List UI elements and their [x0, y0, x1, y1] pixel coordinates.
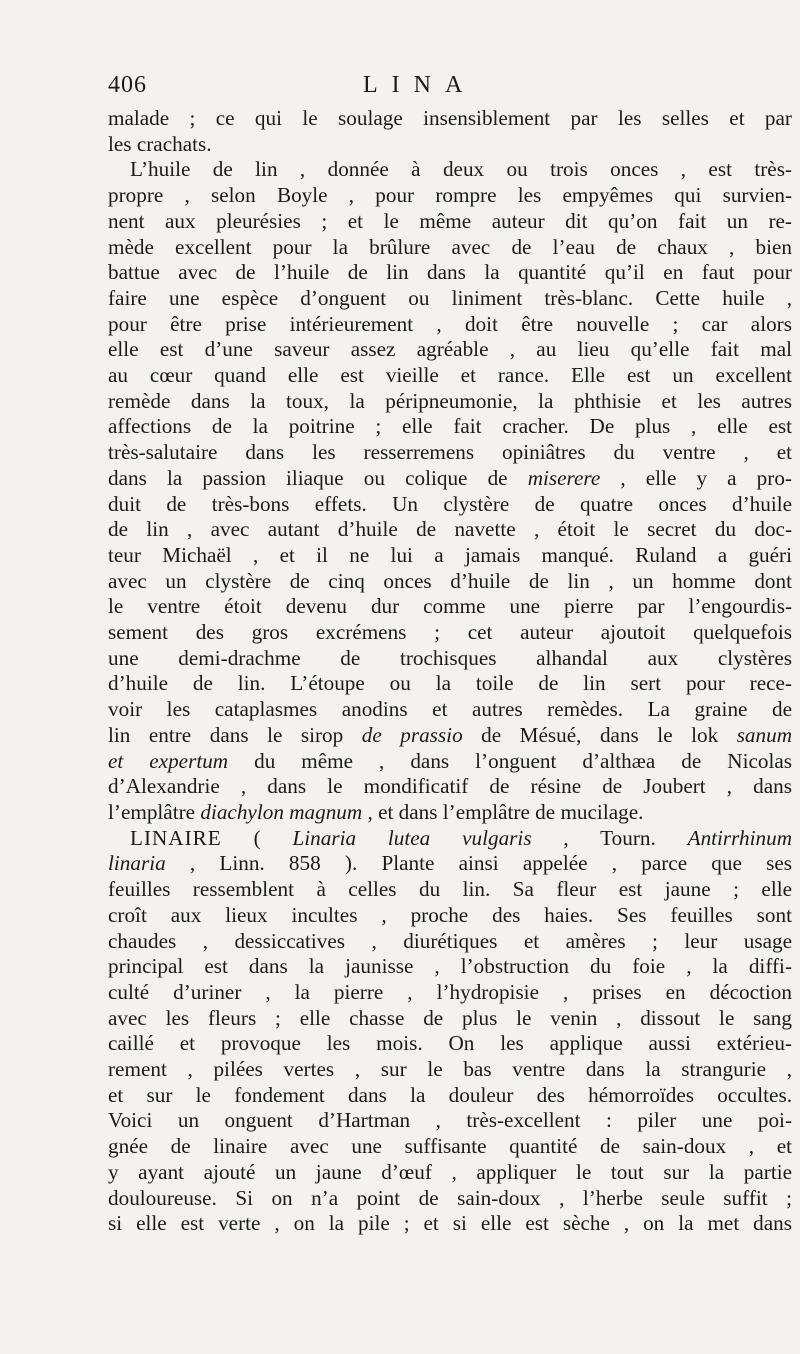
text-line: une demi-drachme de trochisques alhandal aux clystères [108, 645, 792, 670]
entry-heading-line: LINAIRE ( Linaria lutea vulgaris , Tourn. Antirrhinum [130, 825, 793, 850]
book-page [108, 72, 792, 1237]
page-number: 406 [108, 72, 147, 98]
text-line: pour être prise intérieurement , doit être nouvelle ; car alors [108, 311, 792, 336]
text-line: teur Michaël , et il ne lui a jamais manqué. Ruland a guéri [108, 542, 792, 567]
text-line: sement des gros excrémens ; cet auteur ajoutoit quelquefois [108, 620, 792, 645]
text-line: principal est dans la jaunisse , l’obstruction du foie , la diffi- [108, 954, 792, 979]
page-header [108, 72, 792, 106]
text-line: lin entre dans le sirop de prassio de Mésué, dans le lok sanum [108, 722, 793, 747]
text-line: propre , selon Boyle , pour rompre les empyêmes qui survien- [108, 183, 792, 208]
text-line: les crachats. [108, 131, 212, 156]
text-line: gnée de linaire avec une suffisante quantité de sain-doux , et [108, 1134, 792, 1159]
text-line: chaudes , dessiccatives , diurétiques et amères ; leur usage [108, 928, 792, 953]
text-line: caillé et provoque les mois. On les applique aussi extérieu- [108, 1031, 792, 1056]
text-line: feuilles ressemblent à celles du lin. Sa fleur est jaune ; elle [108, 877, 792, 902]
text-line: culté d’uriner , la pierre , l’hydropisie , prises en décoction [108, 979, 792, 1004]
text-line: linaria , Linn. 858 ). Plante ainsi appelée , parce que ses [108, 851, 792, 876]
text-line: malade ; ce qui le soulage insensiblement par les selles et par [108, 106, 792, 130]
text-line: douloureuse. Si on n’a point de sain-doux , l’herbe seule suffit ; [108, 1185, 792, 1210]
text-line: duit de très-bons effets. Un clystère de quatre onces d’huile [108, 491, 792, 516]
text-line: très-salutaire dans les resserremens opiniâtres du ventre , et [108, 440, 792, 465]
text-line: d’huile de lin. L’étoupe ou la toile de lin sert pour rece- [108, 671, 792, 696]
text-line: avec les fleurs ; elle chasse de plus le venin , dissout le sang [108, 1005, 792, 1030]
text-line: et expertum du même , dans l’onguent d’althæa de Nicolas [108, 748, 793, 773]
text-line: si elle est verte , on la pile ; et si elle est sèche , on la met dans [108, 1211, 792, 1236]
text-line: remède dans la toux, la péripneumonie, la phthisie et les autres [108, 388, 792, 413]
text-line: elle est d’une saveur assez agréable , au lieu qu’elle fait mal [108, 337, 792, 362]
text-line: Voici un onguent d’Hartman , très-excellent : piler une poi- [108, 1108, 792, 1133]
text-line: dans la passion iliaque ou colique de miserere , elle y a pro- [108, 465, 792, 490]
body-text [108, 106, 792, 1237]
text-line: affections de la poitrine ; elle fait cracher. De plus , elle est [108, 414, 792, 439]
text-line: de lin , avec autant d’huile de navette , étoit le secret du doc- [108, 517, 792, 542]
text-line: croît aux lieux incultes , proche des haies. Ses feuilles sont [108, 902, 792, 927]
text-line: mède excellent pour la brûlure avec de l’eau de chaux , bien [108, 234, 792, 259]
text-line: voir les cataplasmes anodins et autres remèdes. La graine de [108, 697, 792, 722]
text-line: d’Alexandrie , dans le mondificatif de résine de Joubert , dans [108, 774, 792, 799]
text-line: faire une espèce d’onguent ou liniment très-blanc. Cette huile , [108, 285, 792, 310]
running-head: LINA [363, 72, 477, 98]
text-line: battue avec de l’huile de lin dans la quantité qu’il en faut pour [108, 260, 792, 285]
text-line: avec un clystère de cinq onces d’huile de lin , un homme dont [108, 568, 792, 593]
text-line: et sur le fondement dans la douleur des hémorroïdes occultes. [108, 1082, 792, 1107]
text-line: rement , pilées vertes , sur le bas ventre dans la strangurie , [108, 1057, 792, 1082]
text-line: au cœur quand elle est vieille et rance. Elle est un excellent [108, 363, 792, 388]
text-line: y ayant ajouté un jaune d’œuf , appliquer le tout sur la partie [108, 1159, 792, 1184]
text-line: l’emplâtre diachylon magnum , et dans l’emplâtre de mucilage. [108, 799, 644, 824]
text-line: le ventre étoit devenu dur comme une pierre par l’engourdis- [108, 594, 792, 619]
entry-headword: LINAIRE [130, 825, 222, 850]
text-line: nent aux pleurésies ; et le même auteur dit qu’on fait un re- [108, 208, 792, 233]
paragraph-start-line: L’huile de lin , donnée à deux ou trois onces , est très- [130, 157, 792, 182]
